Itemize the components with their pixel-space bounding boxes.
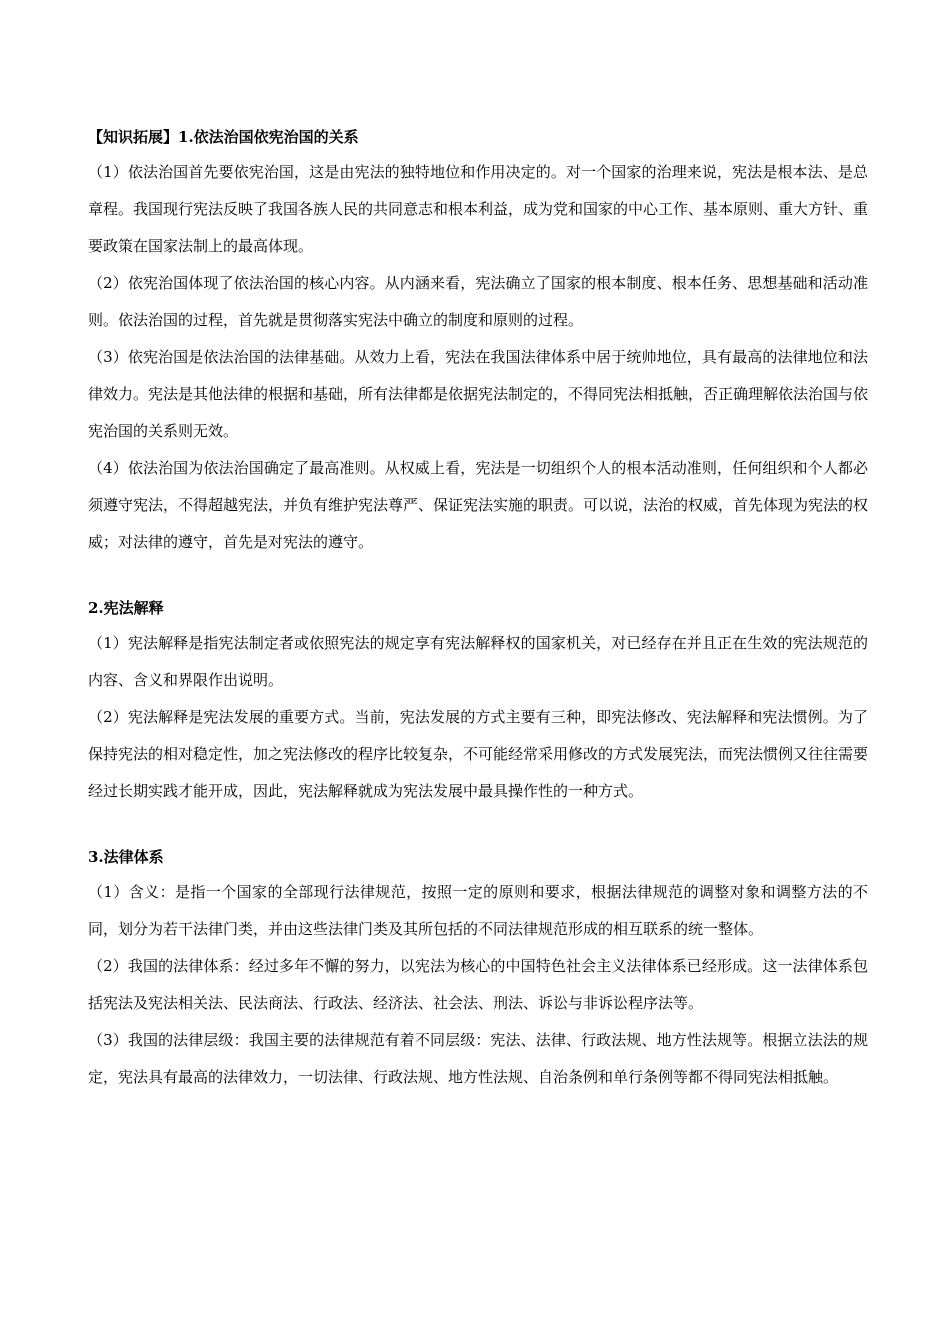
paragraph: （3）依宪治国是依法治国的法律基础。从效力上看，宪法在我国法律体系中居于统帅地位，具有最高的法律地位和法律效力。宪法是其他法律的根据和基础，所有法律都是依据宪法制定的，不得同宪法相抵触，否正确理解依法治国与依宪治国的关系则无效。 [88, 348, 869, 440]
paragraph: （1）宪法解释是指宪法制定者或依照宪法的规定享有宪法解释权的国家机关，对已经存在并且正在生效的宪法规范的内容、含义和界限作出说明。 [88, 634, 868, 689]
paragraph: （2）依宪治国体现了依法治国的核心内容。从内涵来看，宪法确立了国家的根本制度、根本任务、思想基础和活动准则。依法治国的过程，首先就是贯彻落实宪法中确立的制度和原则的过程。 [88, 274, 868, 329]
paragraph: （4）依法治国为依法治国确定了最高准则。从权威上看，宪法是一切组织个人的根本活动准则，任何组织和个人都必须遵守宪法，不得超越宪法，并负有维护宪法尊严、保证宪法实施的职责。可以说，法治的权威，首先体现为宪法的权威；对法律的遵守，首先是对宪法的遵守。 [88, 459, 869, 551]
paragraph: （1）含义：是指一个国家的全部现行法律规范，按照一定的原则和要求，根据法律规范的调整对象和调整方法的不同，划分为若干法律门类，并由这些法律门类及其所包括的不同法律规范形成的相互联系的统一整体。 [88, 883, 868, 938]
section-constitution-interpretation [88, 591, 868, 810]
paragraph: （2）我国的法律体系：经过多年不懈的努力，以宪法为核心的中国特色社会主义法律体系已经形成。这一法律体系包括宪法及宪法相关法、民法商法、行政法、经济法、社会法、刑法、诉讼与非诉讼程序法等。 [88, 957, 868, 1012]
paragraph: （2）宪法解释是宪法发展的重要方式。当前，宪法发展的方式主要有三种，即宪法修改、宪法解释和宪法惯例。为了保持宪法的相对稳定性，加之宪法修改的程序比较复杂，不可能经常采用修改的方式发展宪法，而宪法惯例又往往需要经过长期实践才能开成，因此，宪法解释就成为宪法发展中最具操作性的一种方式。 [88, 708, 869, 800]
paragraph: （3）我国的法律层级：我国主要的法律规范有着不同层级：宪法、法律、行政法规、地方性法规等。根据立法法的规定，宪法具有最高的法律效力，一切法律、行政法规、地方性法规、自治条例和单行条例等都不得同宪法相抵触。 [88, 1031, 868, 1086]
section-heading: 2.宪法解释 [88, 599, 164, 617]
paragraph: （1）依法治国首先要依宪治国，这是由宪法的独特地位和作用决定的。对一个国家的治理来说，宪法是根本法、是总章程。我国现行宪法反映了我国各族人民的共同意志和根本利益，成为党和国家的中心工作、基本原则、重大方针、重要政策在国家法制上的最高体现。 [88, 163, 869, 255]
section-constitution-relationship [88, 120, 868, 561]
document-page [88, 120, 868, 1096]
section-legal-system [88, 840, 868, 1096]
section-heading: 3.法律体系 [88, 848, 164, 866]
section-heading: 【知识拓展】1.依法治国依宪治国的关系 [88, 128, 359, 146]
